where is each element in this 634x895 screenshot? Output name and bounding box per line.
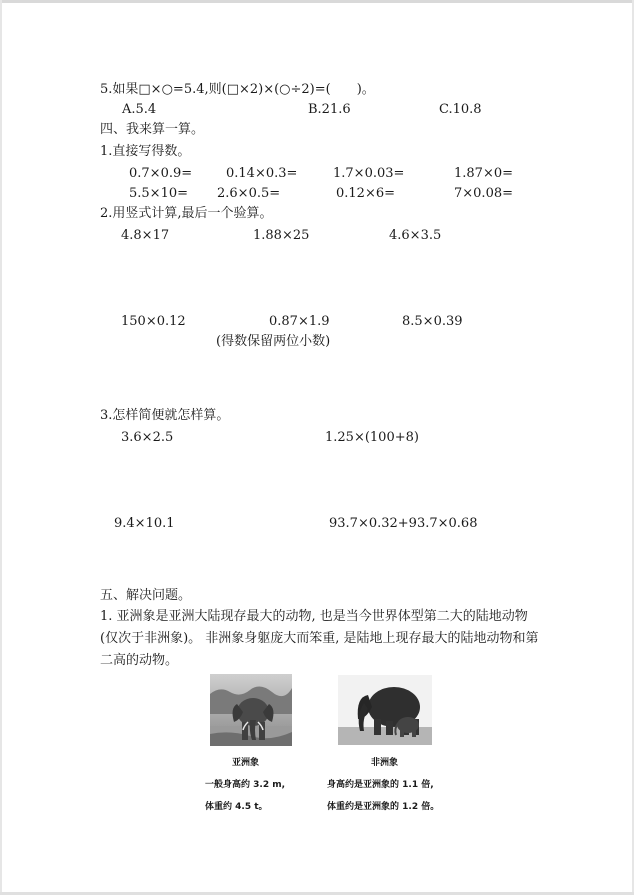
part-1-title: 1.直接写得数。 — [100, 144, 191, 159]
asian-elephant-name: 亚洲象 — [232, 758, 260, 768]
mental-math-item: 1.7×0.03= — [333, 166, 405, 181]
african-elephant-height: 身高约是亚洲象的 1.1 倍, — [327, 780, 434, 790]
african-elephant-photo — [338, 675, 432, 745]
part-3-title: 3.怎样简便就怎样算。 — [100, 408, 230, 423]
mental-math-item: 0.7×0.9= — [129, 166, 193, 181]
question-5-option-c: C.10.8 — [439, 102, 482, 117]
asian-elephant-weight: 体重约 4.5 t。 — [205, 802, 268, 812]
page-top-edge — [0, 0, 634, 3]
section-5-title: 五、解决问题。 — [100, 588, 192, 603]
rounding-note: (得数保留两位小数) — [216, 334, 331, 349]
african-elephant-weight: 体重约是亚洲象的 1.2 倍。 — [327, 802, 440, 812]
vertical-calc-item: 4.6×3.5 — [389, 228, 442, 243]
vertical-calc-item: 8.5×0.39 — [402, 314, 463, 329]
mental-math-item: 0.12×6= — [336, 186, 396, 201]
mental-math-item: 0.14×0.3= — [226, 166, 298, 181]
question-5-stem: 5.如果□×○=5.4,则(□×2)×(○÷2)=( )。 — [100, 82, 375, 97]
vertical-calc-item: 1.88×25 — [253, 228, 310, 243]
problem-1-text: 1. 亚洲象是亚洲大陆现存最大的动物, 也是当今世界体型第二大的陆地动物(仅次于非洲象)。 非洲象身躯庞大而笨重, 是陆地上现存最大的陆地动物和第二高的动物。 — [100, 609, 539, 668]
vertical-calc-item: 4.8×17 — [121, 228, 170, 243]
mental-math-item: 1.87×0= — [454, 166, 514, 181]
vertical-calc-item: 0.87×1.9 — [269, 314, 330, 329]
section-4-title: 四、我来算一算。 — [100, 122, 205, 137]
question-5-option-a: A.5.4 — [122, 102, 157, 117]
question-5-option-b: B.21.6 — [308, 102, 351, 117]
mental-math-item: 5.5×10= — [129, 186, 189, 201]
part-2-title: 2.用竖式计算,最后一个验算。 — [100, 206, 273, 221]
simplify-calc-item: 9.4×10.1 — [114, 516, 175, 531]
vertical-calc-item: 150×0.12 — [121, 314, 186, 329]
page-left-edge — [0, 0, 2, 895]
asian-elephant-height: 一般身高约 3.2 m, — [205, 780, 286, 790]
african-elephant-name: 非洲象 — [371, 758, 399, 768]
mental-math-item: 2.6×0.5= — [217, 186, 281, 201]
simplify-calc-item: 93.7×0.32+93.7×0.68 — [329, 516, 478, 531]
simplify-calc-item: 1.25×(100+8) — [325, 430, 419, 445]
simplify-calc-item: 3.6×2.5 — [121, 430, 174, 445]
mental-math-item: 7×0.08= — [454, 186, 514, 201]
asian-elephant-photo — [210, 674, 292, 746]
